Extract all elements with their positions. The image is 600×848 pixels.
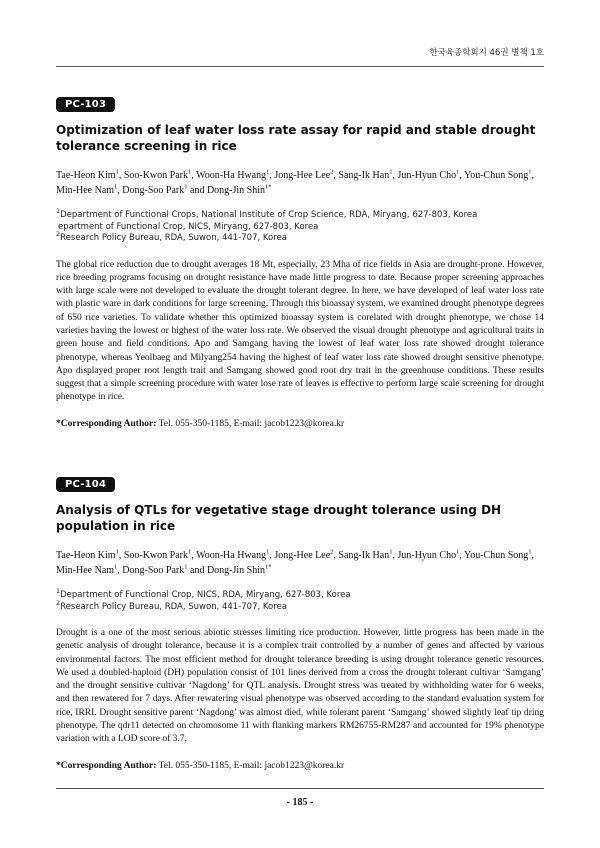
- author-name: Soo-Kwon Park$^1$: [123, 168, 192, 181]
- corresponding-contact: Tel. 055-350-1185, E-mail: jacob1223@korea.kr: [158, 760, 345, 771]
- author-name: Dong-Jin Shin$^{1*}$: [206, 183, 272, 196]
- author-affil-marker: 1: [456, 168, 460, 176]
- corresponding-author: [56, 761, 544, 771]
- author-name: Min-Hee Nam$^1$: [56, 563, 118, 576]
- author-name: Dong-Soo Park$^1$: [122, 183, 188, 196]
- author-list: Tae-Heon Kim$^1$, Soo-Kwon Park$^1$, Woon-Ha Hwang$^1$, Jong-Hee Lee$^2$, Sang-Ik Han$^1$, Jun-Hyun Cho$^1$, You-Chun Song$^1$, Min-Hee Nam$^1$, Dong-Soo Park$^1$ and Dong-Jin Shin$^{1*}$: [56, 168, 535, 196]
- author-name: Tae-Heon Kim$^1$: [56, 548, 119, 561]
- author-affil-marker: 1: [184, 563, 188, 571]
- author-name: You-Chun Song$^1$: [463, 168, 532, 181]
- corresponding-label: *Corresponding Author:: [56, 760, 157, 771]
- author-affil-marker: 2: [330, 168, 334, 176]
- affiliation: $^1$Department of Functional Crop, NICS, RDA, Miryang, 627-803, Korea: [56, 587, 351, 600]
- author-name: Tae-Heon Kim$^1$: [56, 168, 119, 181]
- paper-id-badge: PC-103: [56, 97, 115, 112]
- corresponding-contact: Tel. 055-350-1185, E-mail: jacob1223@korea.kr: [158, 418, 345, 429]
- author-affil-marker: 1: [389, 548, 393, 556]
- author-affil-marker: 1: [266, 548, 270, 556]
- paper-title: Analysis of QTLs for vegetative stage drought tolerance using DH population in rice: [56, 503, 502, 533]
- author-affil-marker: 1: [187, 168, 192, 176]
- author-affil-marker: 1*: [265, 563, 272, 571]
- author-list: Tae-Heon Kim$^1$, Soo-Kwon Park$^1$, Woon-Ha Hwang$^1$, Jong-Hee Lee$^2$, Sang-Ik Han$^1$, Jun-Hyun Cho$^1$, You-Chun Song$^1$, Min-Hee Nam$^1$, Dong-Soo Park$^1$ and Dong-Jin Shin$^{1*}$: [56, 548, 535, 576]
- author-name: Min-Hee Nam$^1$: [56, 183, 118, 196]
- paper-pc-103: [56, 94, 544, 429]
- corresponding-author: [56, 419, 544, 429]
- author-affil-marker: 2: [330, 548, 334, 556]
- author-affil-marker: 1: [187, 548, 192, 556]
- paper-id-badge: PC-104: [56, 477, 115, 492]
- paper-title: Optimization of leaf water loss rate assay for rapid and stable drought tolerance screening in rice: [56, 123, 536, 153]
- author-name: Jun-Hyun Cho$^1$: [397, 548, 460, 561]
- author-affil-marker: 1*: [265, 183, 272, 191]
- affiliation-list: [56, 587, 544, 613]
- affiliation-list: [56, 207, 544, 245]
- author-name: You-Chun Song$^1$: [463, 548, 532, 561]
- abstract-text: The global rice reduction due to drought averages 18 Mt, especially, 23 Mha of rice fields in Asia are drought-prone. However, rice breeding programs focusing on drought resistance have made little progress to date. Because proper screening approaches with large scale were not developed to evaluate the drought tolerant degree. In here, we have developed of leaf water loss rate with plastic ware in dark conditions for large screening. Through this bioassay system, we examined drought phenotype degrees of 650 rice varieties. To validate whether this optimized bioassay system is corelated with drought phenotype, we chose 14 varieties having the lowest or highest of the water loss rate. We observed the visual drought phenotype and agricultural traits in green house and field conditions. Apo and Samgang having the lowest of leaf water loss rate showed drought tolerance phenotype, whereas Yeolbaeg and Milyang254 having the highest of leaf water loss rate showed drought sensitive phenotype. Apo displayed proper root length trait and Samgang showed good root dry trait in the greenhouse conditions. These results suggest that a simple screening procedure with water lose rate of leaves is effective to perform large scale screening for drought phenotype in rice.: [56, 259, 544, 403]
- affiliation: epartment of Functional Crop, NICS, Miryang, 627-803, Korea: [58, 221, 319, 232]
- affiliation: $^2$Research Policy Bureau, RDA, Suwon, 441-707, Korea: [56, 598, 288, 612]
- paper-pc-104: [56, 474, 544, 771]
- author-name: Woon-Ha Hwang$^1$: [196, 548, 270, 561]
- author-name: Sang-Ik Han$^1$: [338, 548, 393, 561]
- abstract-text: Drought is a one of the most serious abiotic stresses limiting rice production. However, little progress has been made in the genetic analysis of drought tolerance, because it is a complex trait controlled by a number of genes and affected by various environmental factors. The most efficient method for drought tolerance breeding is using drought tolerance genetic resources. We used a doubled-haploid (DH) population consist of 101 lines derived from a cross the drought tolerant cultivar ‘Samgang’ and the drought sensitive cultivar ‘Nagdong’ for QTL analysis. Drought stress was treated by withholding water for 6 weeks, and then rewatered for 7 days. After rewatering visual phenotype was observed according to the standard evaluation system for rice, IRRI. Drought sensitive parent ‘Nagdong’ was almost died, while tolerant parent ‘Samgang’ showed slightly leaf tip dring phenotype. The qdr11 detected on chromosome 11 with flanking markers RM26755-RM287 and accounted for 19% phenotype variation with a LOD score of 3.7.: [56, 628, 544, 745]
- author-name: Jong-Hee Lee$^2$: [274, 548, 334, 561]
- page-number: - 185 -: [286, 797, 314, 808]
- header-rule: [56, 66, 544, 67]
- author-affil-marker: 1: [266, 168, 270, 176]
- affiliation: $^1$Department of Functional Crops, National Institute of Crop Science, RDA, Miryang, 627-803, Korea: [56, 207, 478, 220]
- author-name: Jong-Hee Lee$^2$: [274, 168, 334, 181]
- author-affil-marker: 1: [456, 548, 460, 556]
- author-affil-marker: 1: [184, 183, 188, 191]
- author-name: Woon-Ha Hwang$^1$: [196, 168, 270, 181]
- corresponding-label: *Corresponding Author:: [56, 418, 157, 429]
- author-affil-marker: 1: [389, 168, 393, 176]
- affiliation: $^2$Research Policy Bureau, RDA, Suwon, 441-707, Korea: [56, 230, 288, 243]
- author-affil-marker: 1: [115, 168, 119, 176]
- author-name: Soo-Kwon Park$^1$: [123, 548, 192, 561]
- author-affil-marker: 1: [114, 183, 118, 191]
- author-affil-marker: 1: [115, 548, 119, 556]
- author-affil-marker: 1: [114, 563, 118, 571]
- author-name: Jun-Hyun Cho$^1$: [397, 168, 460, 181]
- author-affil-marker: 1: [528, 548, 532, 556]
- author-affil-marker: 1: [528, 168, 532, 176]
- author-name: Sang-Ik Han$^1$: [338, 168, 393, 181]
- running-head: 한국육종학회지 46권 별책 1호: [429, 48, 544, 58]
- author-name: Dong-Jin Shin$^{1*}$: [206, 563, 272, 576]
- footer-rule: [56, 788, 544, 789]
- author-name: Dong-Soo Park$^1$: [122, 563, 188, 576]
